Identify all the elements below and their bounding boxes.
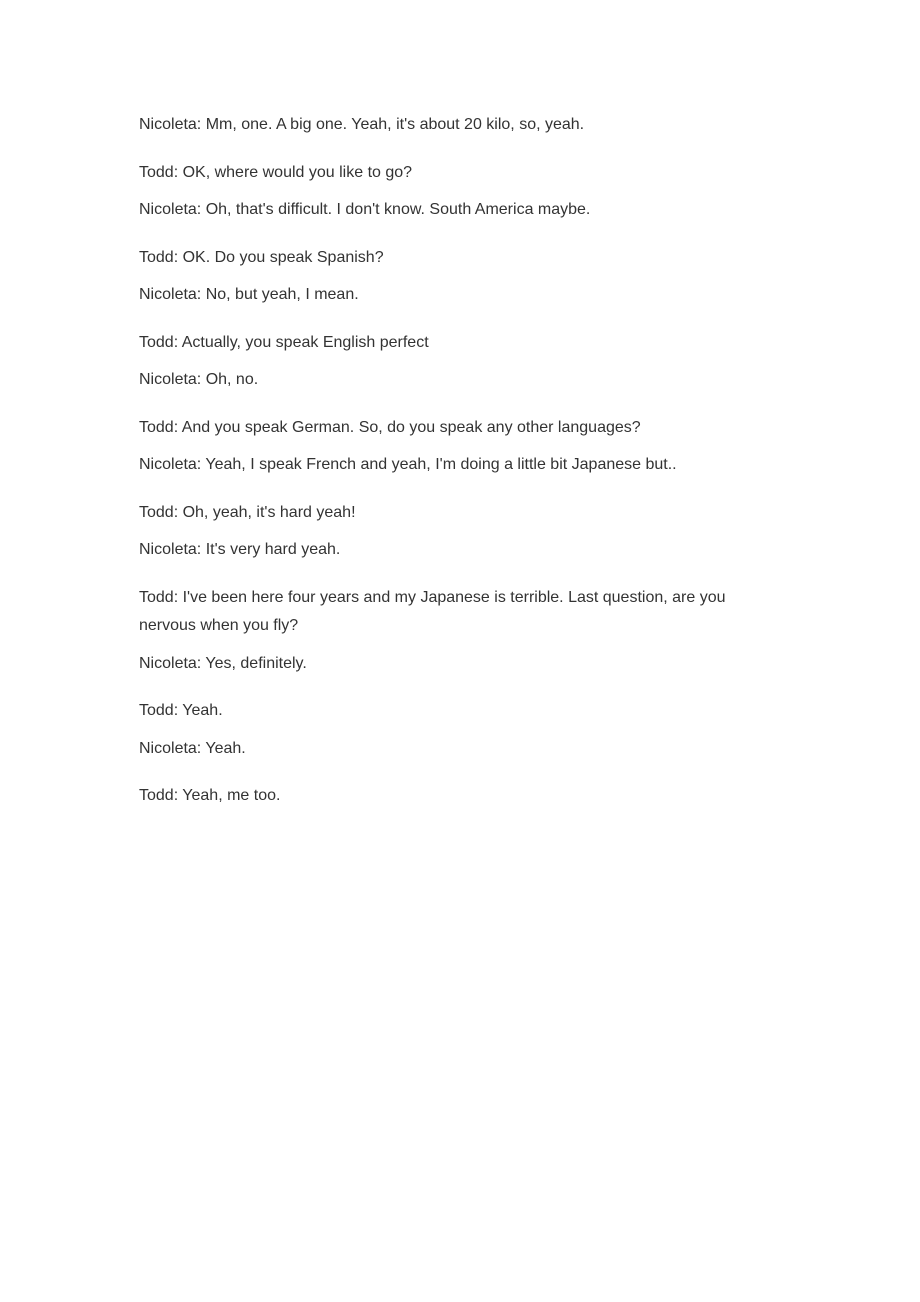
transcript-line-todd: Todd: Actually, you speak English perfect bbox=[139, 333, 429, 351]
transcript-line-nicoleta: Nicoleta: Yeah. bbox=[139, 739, 246, 757]
transcript-line-todd: Todd: OK. Do you speak Spanish? bbox=[139, 248, 384, 266]
transcript-line-nicoleta: Nicoleta: Oh, that's difficult. I don't know. South America maybe. bbox=[139, 201, 591, 218]
transcript-line-todd: Todd: I've been here four years and my Japanese is terrible. Last question, are you nervous when you fly? bbox=[139, 588, 726, 634]
transcript-line-todd: Todd: Oh, yeah, it's hard yeah! bbox=[139, 503, 356, 521]
transcript-line-nicoleta: Nicoleta: Yes, definitely. bbox=[139, 654, 307, 672]
transcript-line-todd: Todd: Yeah, me too. bbox=[139, 787, 281, 804]
transcript-line-todd: Todd: OK, where would you like to go? bbox=[139, 163, 413, 181]
transcript-line-todd: Todd: And you speak German. So, do you speak any other languages? bbox=[139, 418, 641, 436]
transcript-line-todd: Todd: Yeah. bbox=[139, 702, 223, 719]
transcript-line-nicoleta: Nicoleta: Mm, one. A big one. Yeah, it's about 20 kilo, so, yeah. bbox=[139, 116, 585, 133]
transcript bbox=[139, 111, 779, 811]
transcript-line-nicoleta: Nicoleta: Oh, no. bbox=[139, 371, 259, 388]
transcript-line-nicoleta: Nicoleta: No, but yeah, I mean. bbox=[139, 286, 359, 303]
transcript-line-nicoleta: Nicoleta: It's very hard yeah. bbox=[139, 541, 341, 558]
transcript-line-nicoleta: Nicoleta: Yeah, I speak French and yeah, I'm doing a little bit Japanese but.. bbox=[139, 456, 677, 473]
